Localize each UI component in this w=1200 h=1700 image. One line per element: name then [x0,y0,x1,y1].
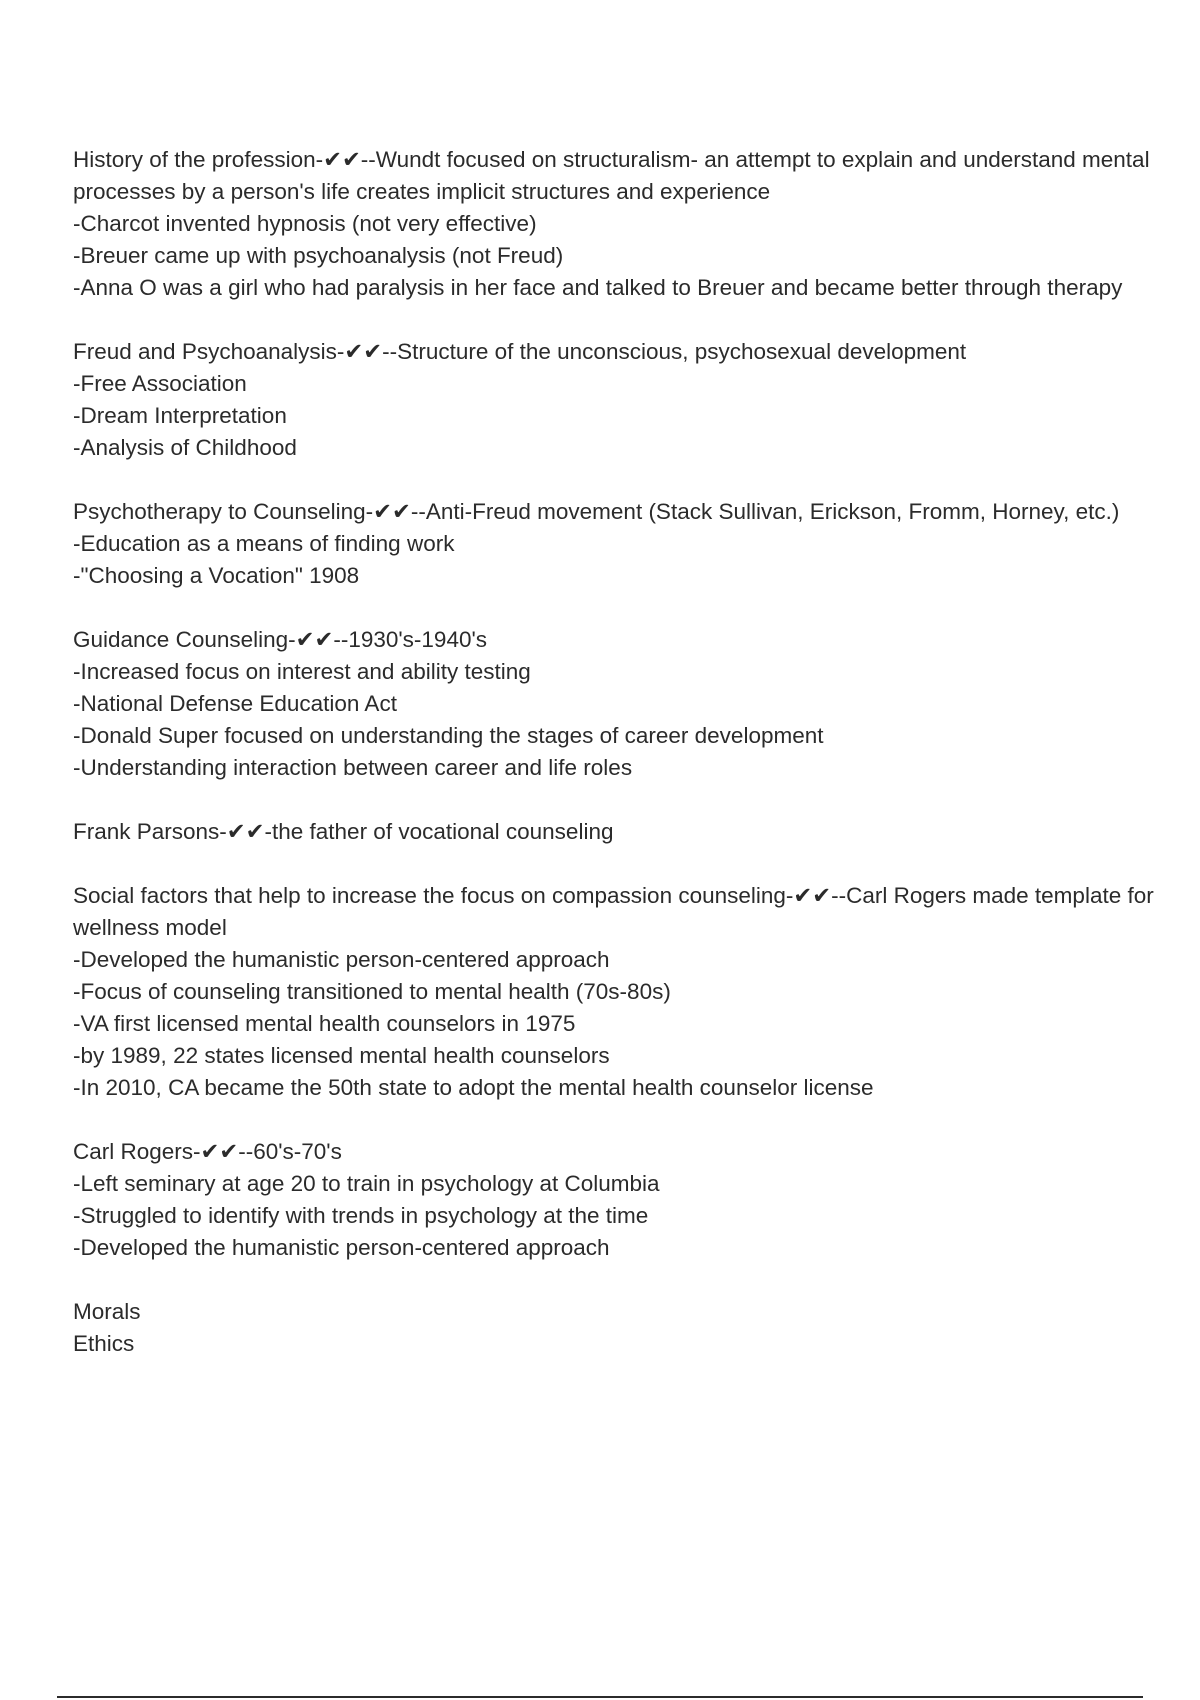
bottom-divider [57,1696,1143,1698]
bullet-line: -Understanding interaction between career and life roles [73,755,633,780]
bullet-line: -Breuer came up with psychoanalysis (not Freud) [73,243,564,268]
bullet-line: -Struggled to identify with trends in psychology at the time [73,1203,649,1228]
bullet-line: -Education as a means of finding work [73,531,455,556]
bullet-line: -Dream Interpretation [73,403,287,428]
section-heading-line: Guidance Counseling-✔✔--1930's-1940's [73,627,488,652]
bullet-line: -Left seminary at age 20 to train in psychology at Columbia [73,1171,660,1196]
section-carl-rogers [73,1136,1168,1264]
bullet-line: -Developed the humanistic person-centered approach [73,1235,610,1260]
bullet-line: -Analysis of Childhood [73,435,297,460]
section-heading-line: Psychotherapy to Counseling-✔✔--Anti-Freud movement (Stack Sullivan, Erickson, Fromm, Horney, etc.) [73,499,1120,524]
section-heading-line: History of the profession-✔✔--Wundt focused on structuralism- an attempt to explain and understand mental processes by a person's life creates implicit structures and experience [73,147,1150,204]
bullet-line: -Increased focus on interest and ability testing [73,659,531,684]
section-heading-line: Social factors that help to increase the focus on compassion counseling-✔✔--Carl Rogers made template for wellness model [73,883,1154,940]
section-morals-ethics [73,1296,1168,1360]
bullet-line: -Charcot invented hypnosis (not very effective) [73,211,537,236]
term-line: Ethics [73,1331,135,1356]
section-freud [73,336,1168,464]
bullet-line: -National Defense Education Act [73,691,397,716]
bullet-line: -VA first licensed mental health counselors in 1975 [73,1011,576,1036]
section-psychotherapy [73,496,1168,592]
document-body [73,144,1168,1392]
section-history [73,144,1168,304]
section-guidance [73,624,1168,784]
section-frank-parsons [73,816,1168,848]
bullet-line: -"Choosing a Vocation" 1908 [73,563,360,588]
section-heading-line: Frank Parsons-✔✔-the father of vocational counseling [73,819,614,844]
bullet-line: -Anna O was a girl who had paralysis in her face and talked to Breuer and became better through therapy [73,275,1123,300]
bullet-line: -In 2010, CA became the 50th state to adopt the mental health counselor license [73,1075,874,1100]
bullet-line: -Focus of counseling transitioned to mental health (70s-80s) [73,979,671,1004]
term-line: Morals [73,1299,141,1324]
bullet-line: -Free Association [73,371,247,396]
bullet-line: -Donald Super focused on understanding the stages of career development [73,723,824,748]
bullet-line: -by 1989, 22 states licensed mental health counselors [73,1043,610,1068]
section-heading-line: Freud and Psychoanalysis-✔✔--Structure of the unconscious, psychosexual development [73,339,967,364]
bullet-line: -Developed the humanistic person-centered approach [73,947,610,972]
section-social-factors [73,880,1168,1104]
section-heading-line: Carl Rogers-✔✔--60's-70's [73,1139,342,1164]
